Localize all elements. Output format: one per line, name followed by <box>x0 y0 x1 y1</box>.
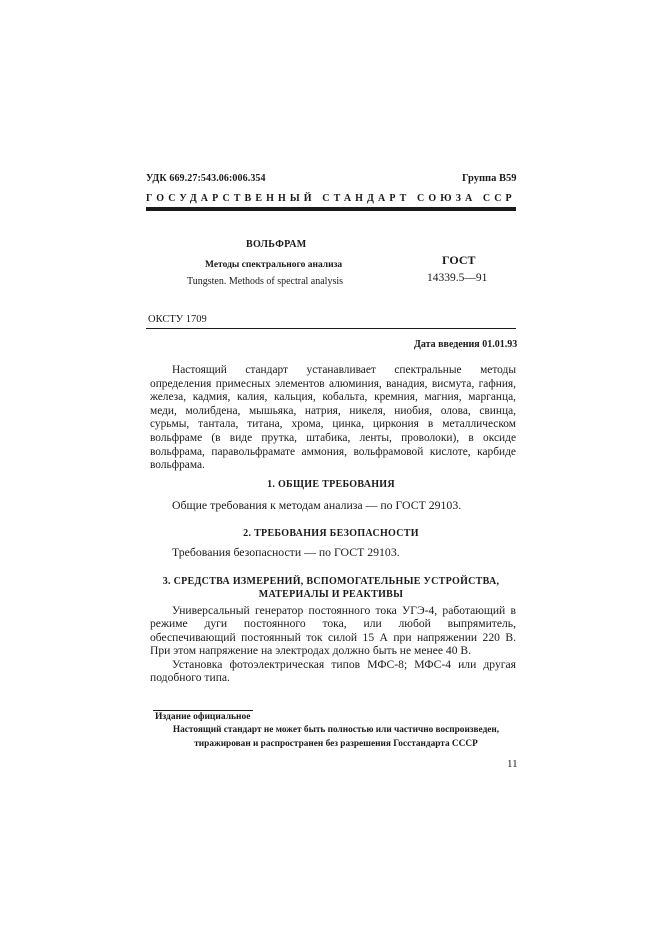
page-number: 11 <box>507 758 518 770</box>
okstu-divider <box>146 328 516 329</box>
section-1-heading: 1. ОБЩИЕ ТРЕБОВАНИЯ <box>267 479 395 490</box>
section-1-paragraph: Общие требования к методам анализа — по ГОСТ 29103. <box>172 498 462 512</box>
section-2-heading: 2. ТРЕБОВАНИЯ БЕЗОПАСНОСТИ <box>243 528 419 539</box>
section-3-heading <box>146 575 516 601</box>
state-standard-header: ГОСУДАРСТВЕННЫЙ СТАНДАРТ СОЮЗА ССР <box>146 193 516 204</box>
udk-code: УДК 669.27:543.06:006.354 <box>146 173 266 184</box>
footer-divider <box>153 710 253 711</box>
introduction-date: Дата введения 01.01.93 <box>414 339 518 350</box>
section-3-body <box>150 604 516 684</box>
section-2-paragraph: Требования безопасности — по ГОСТ 29103. <box>172 545 400 559</box>
okstu-code: ОКСТУ 1709 <box>148 314 207 325</box>
edition-label: Издание официальное <box>155 712 251 722</box>
header-divider <box>146 207 516 211</box>
section-3-heading-line-1: 3. СРЕДСТВА ИЗМЕРЕНИЙ, ВСПОМОГАТЕЛЬНЫЕ УСТРОЙСТВА, <box>162 576 500 587</box>
intro-paragraph <box>150 364 516 473</box>
section-2-body <box>150 546 516 560</box>
subtitle-russian: Методы спектрального анализа <box>205 260 343 270</box>
document-title: ВОЛЬФРАМ <box>246 239 307 250</box>
copyright-notice: Настоящий стандарт не может быть полностью или частично воспроизведен, тиражирован и распространен без разрешения Госстандарта СССР <box>172 725 500 749</box>
gost-number: 14339.5—91 <box>427 272 488 284</box>
group-code: Группа В59 <box>462 173 517 184</box>
subtitle-english: Tungsten. Methods of spectral analysis <box>187 276 344 287</box>
section-1-body <box>150 499 516 513</box>
section-3-heading-line-2: МАТЕРИАЛЫ И РЕАКТИВЫ <box>258 589 404 600</box>
section-3-paragraph-1: Универсальный генератор постоянного тока УГЭ-4, работающий в режиме дуги постоянного тока, или любой выпрямитель, обеспечивающий постоянный ток силой 15 А при напряжении 220 В. При этом напряжение на электродах должно быть не менее 40 В. <box>150 604 516 658</box>
section-3-paragraph-2: Установка фотоэлектрическая типов МФС-8; МФС-4 или другая подобного типа. <box>150 657 516 685</box>
gost-label: ГОСТ <box>442 253 476 267</box>
intro-paragraph-text: Настоящий стандарт устанавливает спектральные методы определения примесных элементов алюминия, ванадия, висмута, гафния, железа, кадмия, калия, кальция, кобальта, кремния, магния, марганца, меди, молибдена, мышьяка, натрия, никеля, ниобия, олова, свинца, сурьмы, тантала, титана, хрома, цинка, циркония в металлическом вольфраме (в виде прутка, штабика, ленты, проволоки), в оксиде вольфрама, паравольфрамате аммония, вольфрамовой кислоте, карбиде вольфрама. <box>150 364 516 472</box>
